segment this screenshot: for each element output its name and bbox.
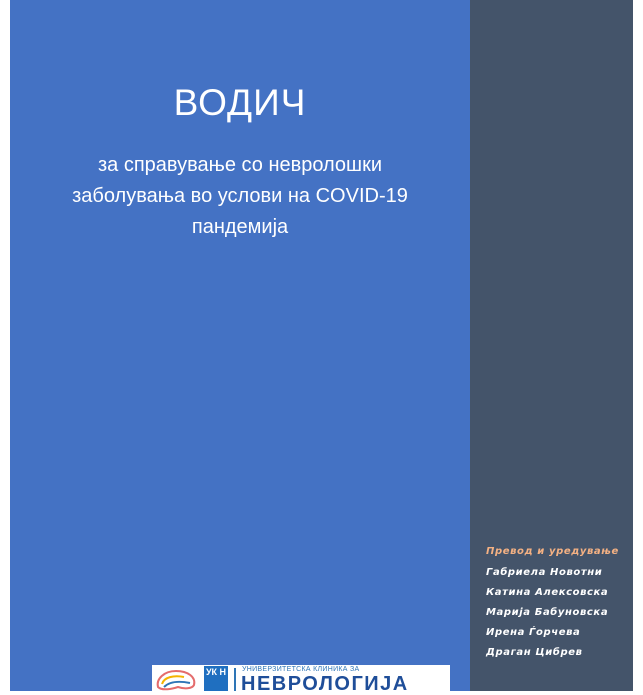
cover-side-panel (470, 0, 633, 691)
credit-name: Габриела Новотни (486, 567, 603, 578)
page-margin (633, 0, 643, 691)
credit-name: Катина Алексовска (486, 587, 609, 598)
cover-title: ВОДИЧ (173, 82, 307, 123)
subtitle-line: за справување со невролошки (97, 154, 383, 176)
clinic-logo (152, 665, 450, 695)
logo-name: НЕВРОЛОГИЈА (241, 673, 409, 695)
credit-name: Драган Цибрев (486, 647, 583, 658)
subtitle-line: пандемија (191, 216, 289, 238)
credits-heading: Превод и уредување (486, 546, 619, 557)
credit-name: Марија Бабуновска (486, 607, 609, 618)
credits-block (486, 546, 619, 667)
logo-divider (234, 668, 236, 691)
cover-main-panel (10, 0, 470, 695)
credit-name: Ирена Ѓорчева (486, 627, 581, 638)
brain-emblem-icon (154, 667, 198, 691)
subtitle-line: заболувања во услови на COVID-19 (72, 185, 408, 207)
logo-subtitle: УНИВЕРЗИТЕТСКА КЛИНИКА ЗА (242, 666, 360, 673)
cover-subtitle (10, 150, 470, 243)
clinic-badge: УК Н (204, 666, 228, 691)
